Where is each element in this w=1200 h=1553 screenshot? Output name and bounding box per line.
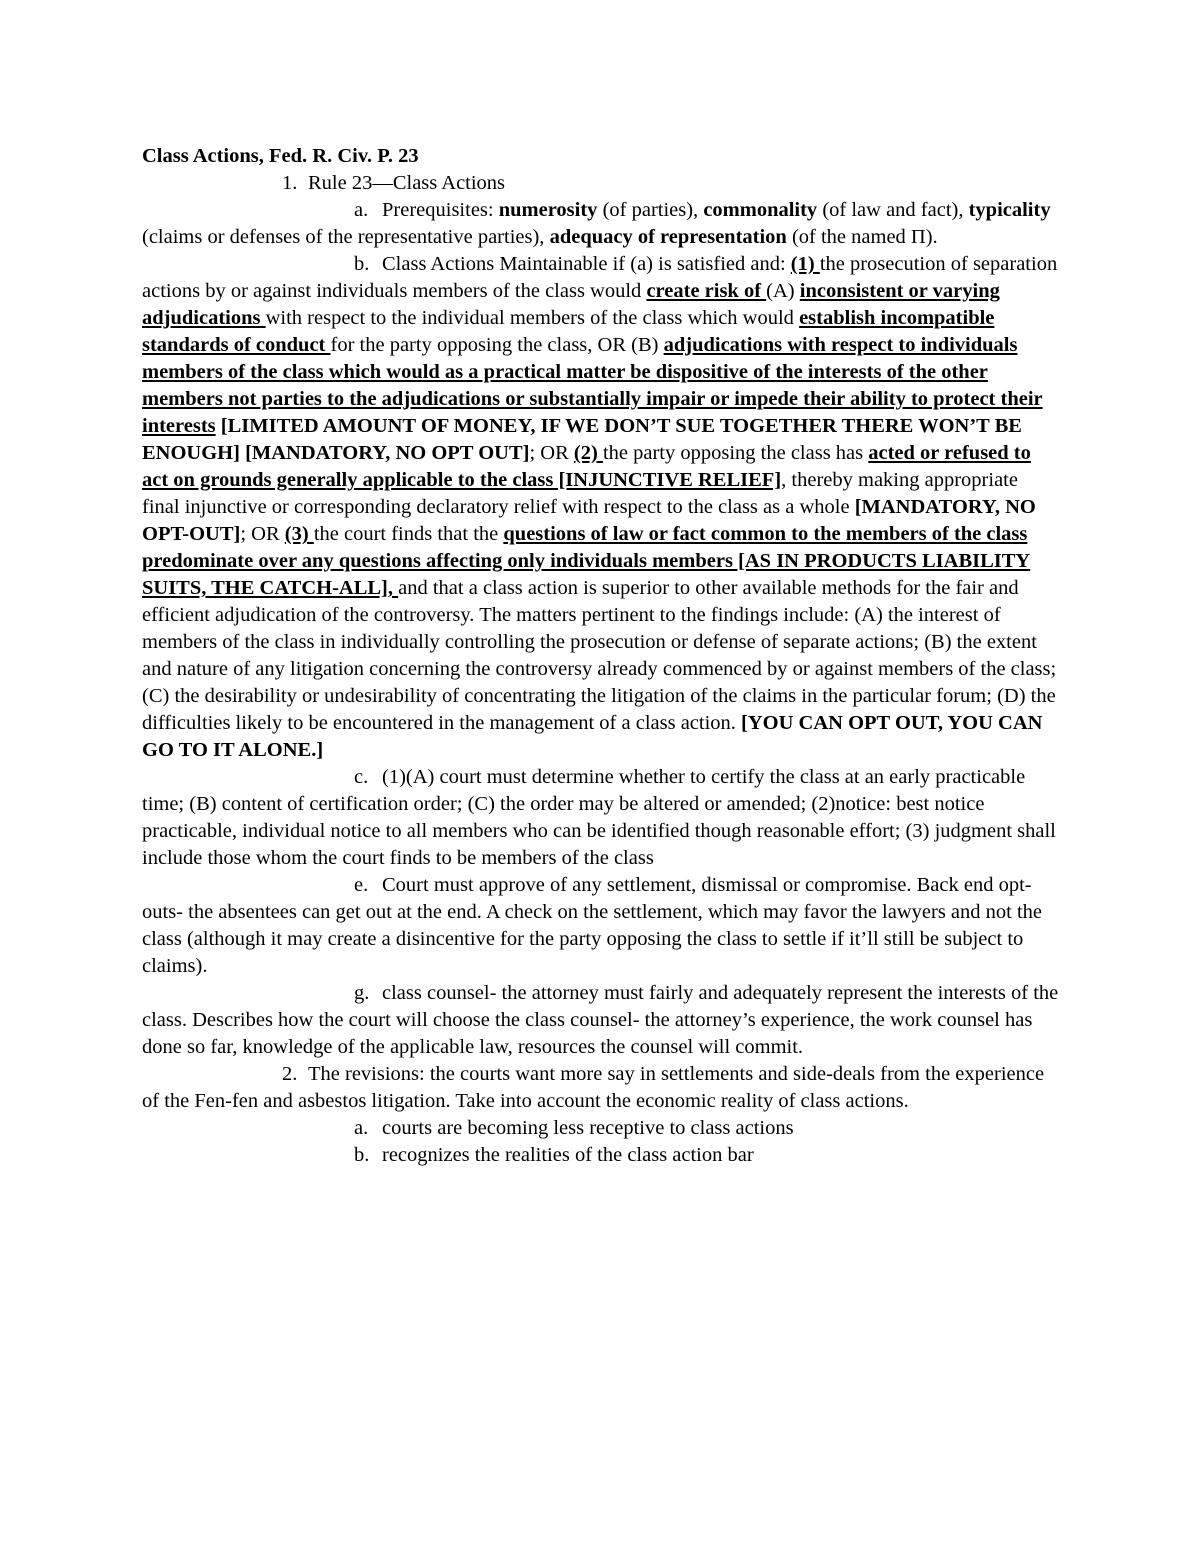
item-2a-label: a. (354, 1117, 369, 1139)
item-1-number: 1. (282, 172, 298, 194)
text-run: The revisions: the courts want more say in settlements and side-deals from the experience of the Fen-fen and asbestos litigation. Take into account the economic reality of class actions. (142, 1063, 1045, 1112)
document-title: Class Actions, Fed. R. Civ. P. 23 (142, 145, 419, 167)
emphasis-run: (1) (790, 253, 820, 275)
item-1a-label: a. (354, 199, 369, 221)
item-1c-certification (142, 764, 1060, 872)
item-2-revisions (142, 1061, 1060, 1115)
item-2a (142, 1115, 1060, 1142)
text-run: (of law and fact), (817, 199, 969, 221)
text-run: recognizes the realities of the class action bar (382, 1144, 754, 1166)
emphasis-run: create risk of (646, 280, 767, 302)
item-1e-label: e. (354, 874, 369, 896)
item-1c-label: c. (354, 766, 369, 788)
text-run: the court finds that the (313, 523, 504, 545)
emphasis-run: (2) (573, 442, 603, 464)
text-run: , thereby making appropriate final injunctive or corresponding declaratory relief with respect to the class as a whole (142, 469, 1018, 518)
text-run: (A) (766, 280, 800, 302)
item-1a-prerequisites (142, 197, 1060, 251)
text-run: (of parties), (597, 199, 704, 221)
emphasis-run: questions of law or fact common to the members of the class predominate over any questions affecting only individuals members [AS IN PRODUCTS LIABILITY SUITS, THE CATCH-ALL], (142, 523, 1031, 599)
item-2b-label: b. (354, 1144, 370, 1166)
text-run: ; OR (529, 442, 574, 464)
emphasis-run: inconsistent or varying adjudications (142, 280, 1000, 329)
text-run: (of the named Π). (786, 226, 938, 248)
item-1e-settlement (142, 872, 1060, 980)
text-run: courts are becoming less receptive to class actions (382, 1117, 794, 1139)
text-run: Court must approve of any settlement, dismissal or compromise. Back end opt-outs- the absentees can get out at the end. A check on the settlement, which may favor the lawyers and not the class (although it may create a disincentive for the party opposing the class to settle if it’ll still be subject to claims). (142, 874, 1043, 977)
text-run: ; OR (240, 523, 285, 545)
bracket-note: [MANDATORY, NO OPT-OUT] (142, 496, 1036, 545)
text-run: class counsel- the attorney must fairly and adequately represent the interests of the class. Describes how the court will choose the class counsel- the attorney’s experience, the work counsel has done so far, knowledge of the applicable law, resources the counsel will commit. (142, 982, 1059, 1058)
item-1b-label: b. (354, 253, 370, 275)
text-run: the party opposing the class has (602, 442, 869, 464)
term-commonality: commonality (703, 199, 818, 221)
item-2-number: 2. (282, 1063, 298, 1085)
text-run: (claims or defenses of the representative parties), (142, 226, 550, 248)
term-typicality: typicality (968, 199, 1051, 221)
emphasis-run: adjudications with respect to individuals members of the class which would as a practical matter be dispositive of the interests of the other members not parties to the adjudications or substantially impair or impede their ability to protect their interests (142, 334, 1043, 437)
term-adequacy: adequacy of representation (549, 226, 787, 248)
text-run: Class Actions Maintainable if (a) is satisfied and: (382, 253, 791, 275)
emphasis-run: establish incompatible standards of conduct (142, 307, 995, 356)
emphasis-run: acted or refused to act on grounds generally applicable to the class [INJUNCTIVE RELIEF] (142, 442, 1031, 491)
term-numerosity: numerosity (498, 199, 598, 221)
item-1 (142, 170, 1060, 197)
text-run: Prerequisites: (382, 199, 499, 221)
text-run: (1)(A) court must determine whether to certify the class at an early practicable time; (B) content of certification order; (C) the order may be altered or amended; (2)notice: best notice practicable, individual notice to all members who can be identified though reasonable effort; (3) judgment shall include those whom the court finds to be members of the class (142, 766, 1056, 869)
item-1g-label: g. (354, 982, 370, 1004)
text-run: with respect to the individual members of the class which would (265, 307, 800, 329)
text-run: for the party opposing the class, OR (B) (330, 334, 664, 356)
item-2b (142, 1142, 1060, 1169)
item-1b-maintainable (142, 251, 1060, 764)
item-1-heading: Rule 23—Class Actions (308, 172, 506, 194)
text-run: the prosecution of separation actions by or against individuals members of the class would (142, 253, 1058, 302)
emphasis-run: (3) (284, 523, 314, 545)
item-1g-class-counsel (142, 980, 1060, 1061)
bracket-note: [LIMITED AMOUNT OF MONEY, IF WE DON’T SUE TOGETHER THERE WON’T BE ENOUGH] [MANDATORY, NO OPT OUT] (142, 415, 1022, 464)
text-run: and that a class action is superior to other available methods for the fair and efficient adjudication of the controversy. The matters pertinent to the findings include: (A) the interest of members of the class in individually controlling the prosecution or defense of separate actions; (B) the extent and nature of any litigation concerning the controversy already commenced by or against members of the class; (C) the desirability or undesirability of concentrating the litigation of the claims in the particular forum; (D) the difficulties likely to be encountered in the management of a class action. (142, 577, 1057, 734)
document-body (142, 143, 1060, 1169)
bracket-note: [YOU CAN OPT OUT, YOU CAN GO TO IT ALONE.] (142, 712, 1043, 761)
